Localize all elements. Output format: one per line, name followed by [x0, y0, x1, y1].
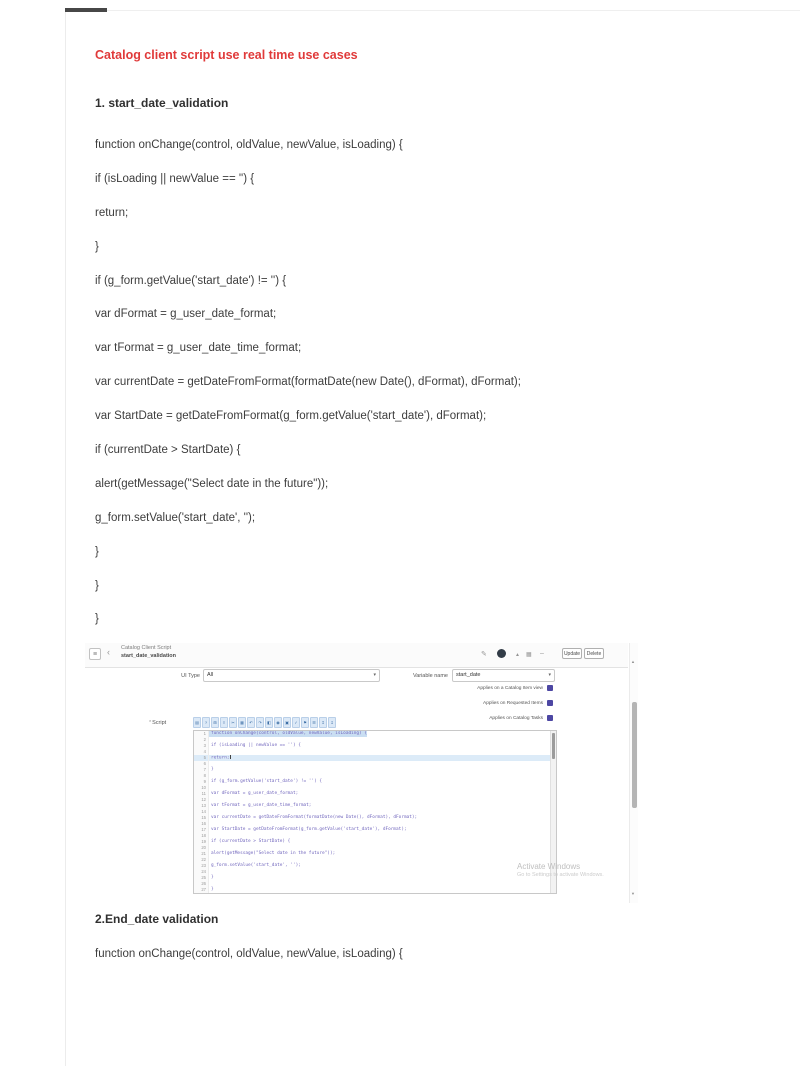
editor-toolbar-button[interactable]: ▦ [238, 717, 246, 728]
line-number: 13 [194, 803, 209, 809]
ui-type-label: UI Type [181, 673, 200, 679]
embedded-screenshot [85, 643, 638, 903]
line-number: 23 [194, 863, 209, 869]
applies-checkboxes [325, 683, 557, 728]
editor-toolbar-button[interactable]: ↥ [319, 717, 327, 728]
section-2-heading: 2.End_date validation [95, 912, 219, 926]
line-number: 4 [194, 749, 209, 755]
script-field-label [149, 720, 166, 726]
line-code: g_form.setValue('start_date', ''); [211, 863, 301, 868]
checkbox-row [325, 683, 557, 698]
editor-toolbar-button[interactable]: ↷ [256, 717, 264, 728]
line-number: 18 [194, 833, 209, 839]
editor-toolbar-button[interactable]: ⚑ [301, 717, 309, 728]
line-number: 21 [194, 851, 209, 857]
editor-lines [194, 731, 556, 893]
line-number: 15 [194, 815, 209, 821]
line-code: var StartDate = getDateFromFormat(g_form.getValue('start_date'), dFormat); [211, 827, 407, 832]
line-number: 9 [194, 779, 209, 785]
code-line: var dFormat = g_user_date_format; [95, 308, 277, 321]
checkbox-label: Applies on a Catalog Item view [477, 686, 543, 691]
line-number: 8 [194, 773, 209, 779]
page-scrollbar[interactable] [629, 643, 638, 903]
editor-toolbar-button[interactable]: ▣ [283, 717, 291, 728]
checkbox[interactable] [547, 700, 553, 706]
form-header-record-name: start_date_validation [121, 653, 177, 659]
variable-name-value: start_date [456, 672, 481, 678]
scroll-down-icon[interactable]: ▼ [631, 891, 635, 896]
script-label-text: Script [152, 720, 167, 726]
required-marker: * [149, 720, 152, 726]
line-number: 2 [194, 737, 209, 743]
editor-line [194, 887, 556, 893]
hamburger-menu-icon[interactable]: ≡ [89, 648, 101, 660]
code-line: return; [95, 206, 129, 219]
editor-toolbar-button[interactable]: ✂ [229, 717, 237, 728]
line-number: 12 [194, 797, 209, 803]
line-number: 6 [194, 761, 209, 767]
line-code: if (g_form.getValue('start_date') != '') { [211, 779, 323, 784]
line-code: } [211, 887, 214, 892]
line-number: 1 [194, 731, 209, 737]
activate-windows-watermark [517, 862, 604, 878]
editor-toolbar-button[interactable]: ? [202, 717, 210, 728]
line-number: 14 [194, 809, 209, 815]
line-code: return; [211, 755, 230, 761]
ui-type-select[interactable] [203, 669, 380, 682]
page-corner-mark [65, 8, 107, 12]
checkbox[interactable] [547, 685, 553, 691]
line-number: 19 [194, 839, 209, 845]
update-button[interactable]: Update [562, 648, 582, 659]
code-line: } [95, 240, 99, 253]
line-number: 17 [194, 827, 209, 833]
edit-icon[interactable]: ✎ [481, 651, 487, 658]
code-line: if (currentDate > StartDate) { [95, 444, 241, 457]
line-code: alert(getMessage("Select date in the future")); [211, 851, 336, 856]
delete-button[interactable]: Delete [584, 648, 604, 659]
code-line: if (g_form.getValue('start_date') != '') { [95, 274, 287, 287]
code-line: var StartDate = getDateFromFormat(g_form.getValue('start_date'), dFormat); [95, 410, 487, 423]
checkbox-row [325, 698, 557, 713]
checkbox[interactable] [547, 715, 553, 721]
line-number: 11 [194, 791, 209, 797]
editor-toolbar-button[interactable]: ↧ [328, 717, 336, 728]
line-number: 10 [194, 785, 209, 791]
grid-icon[interactable]: ▦ [526, 652, 532, 658]
watermark-line-1: Activate Windows [517, 862, 581, 871]
ui-type-value: All [207, 672, 214, 678]
code-line: alert(getMessage("Select date in the future")); [95, 477, 329, 490]
section-1-heading: 1. start_date_validation [95, 96, 229, 110]
scroll-up-icon[interactable]: ▲ [631, 659, 635, 664]
form-header-record-type: Catalog Client Script [121, 645, 172, 651]
code-line: var currentDate = getDateFromFormat(formatDate(new Date(), dFormat), dFormat); [95, 376, 521, 389]
page-edge-left [65, 10, 66, 1066]
editor-toolbar-button[interactable]: ◉ [274, 717, 282, 728]
section-2-code-line: function onChange(control, oldValue, newValue, isLoading) { [95, 948, 403, 960]
line-number: 20 [194, 845, 209, 851]
code-line: } [95, 545, 99, 558]
variable-name-select[interactable] [452, 669, 555, 682]
avatar-icon[interactable] [497, 649, 506, 658]
collapse-icon[interactable]: – [540, 650, 544, 657]
line-number: 7 [194, 767, 209, 773]
line-code: var dFormat = g_user_date_format; [211, 791, 299, 796]
line-number: 22 [194, 857, 209, 863]
line-code: } [211, 767, 214, 772]
line-code: } [211, 875, 214, 880]
line-number: 24 [194, 869, 209, 875]
line-number: 5 [194, 755, 209, 761]
editor-toolbar-button[interactable]: ▤ [193, 717, 201, 728]
page-edge-top [65, 10, 800, 11]
code-line: } [95, 613, 99, 626]
scrollbar-thumb[interactable] [632, 702, 637, 808]
code-line: function onChange(control, oldValue, newValue, isLoading) { [95, 139, 403, 151]
document-title: Catalog client script use real time use cases [95, 48, 358, 62]
code-line: var tFormat = g_user_date_time_format; [95, 342, 302, 355]
line-code: function onChange(control, oldValue, newValue, isLoading) { [211, 731, 367, 736]
checkbox-row [325, 713, 557, 728]
code-line: if (isLoading || newValue == '') { [95, 172, 255, 185]
script-code-editor[interactable] [193, 730, 557, 894]
line-number: 26 [194, 881, 209, 887]
line-number: 16 [194, 821, 209, 827]
chevron-down-icon: ▾ [548, 672, 551, 678]
line-number: 3 [194, 743, 209, 749]
line-number: 25 [194, 875, 209, 881]
editor-toolbar-button[interactable]: ☰ [310, 717, 318, 728]
editor-toolbar-button[interactable]: ✓ [292, 717, 300, 728]
form-header [85, 643, 628, 668]
editor-toolbar-button[interactable]: ⊞ [211, 717, 219, 728]
chevron-down-icon: ▾ [373, 672, 376, 678]
up-arrow-icon[interactable]: ▲ [515, 652, 520, 658]
editor-toolbar-button[interactable]: ≡ [220, 717, 228, 728]
script-editor-toolbar [193, 717, 336, 728]
code-line: } [95, 579, 99, 592]
checkbox-label: Applies on Requested Items [483, 701, 543, 706]
editor-toolbar-button[interactable]: ↶ [247, 717, 255, 728]
line-code: if (currentDate > StartDate) { [211, 839, 291, 844]
line-code: if (isLoading || newValue == '') { [211, 743, 301, 748]
checkbox-label: Applies on Catalog Tasks [489, 716, 543, 721]
editor-scrollbar-thumb[interactable] [552, 733, 555, 759]
code-line: g_form.setValue('start_date', ''); [95, 511, 256, 524]
back-icon[interactable]: ‹ [107, 647, 110, 657]
code-paragraphs [95, 129, 521, 637]
line-code: var currentDate = getDateFromFormat(formatDate(new Date(), dFormat), dFormat); [211, 815, 418, 820]
watermark-line-2: Go to Settings to activate Windows. [517, 872, 604, 878]
editor-toolbar-button[interactable]: ◧ [265, 717, 273, 728]
variable-name-label: Variable name [412, 673, 448, 679]
line-number: 27 [194, 887, 209, 893]
line-code: var tFormat = g_user_date_time_format; [211, 803, 312, 808]
